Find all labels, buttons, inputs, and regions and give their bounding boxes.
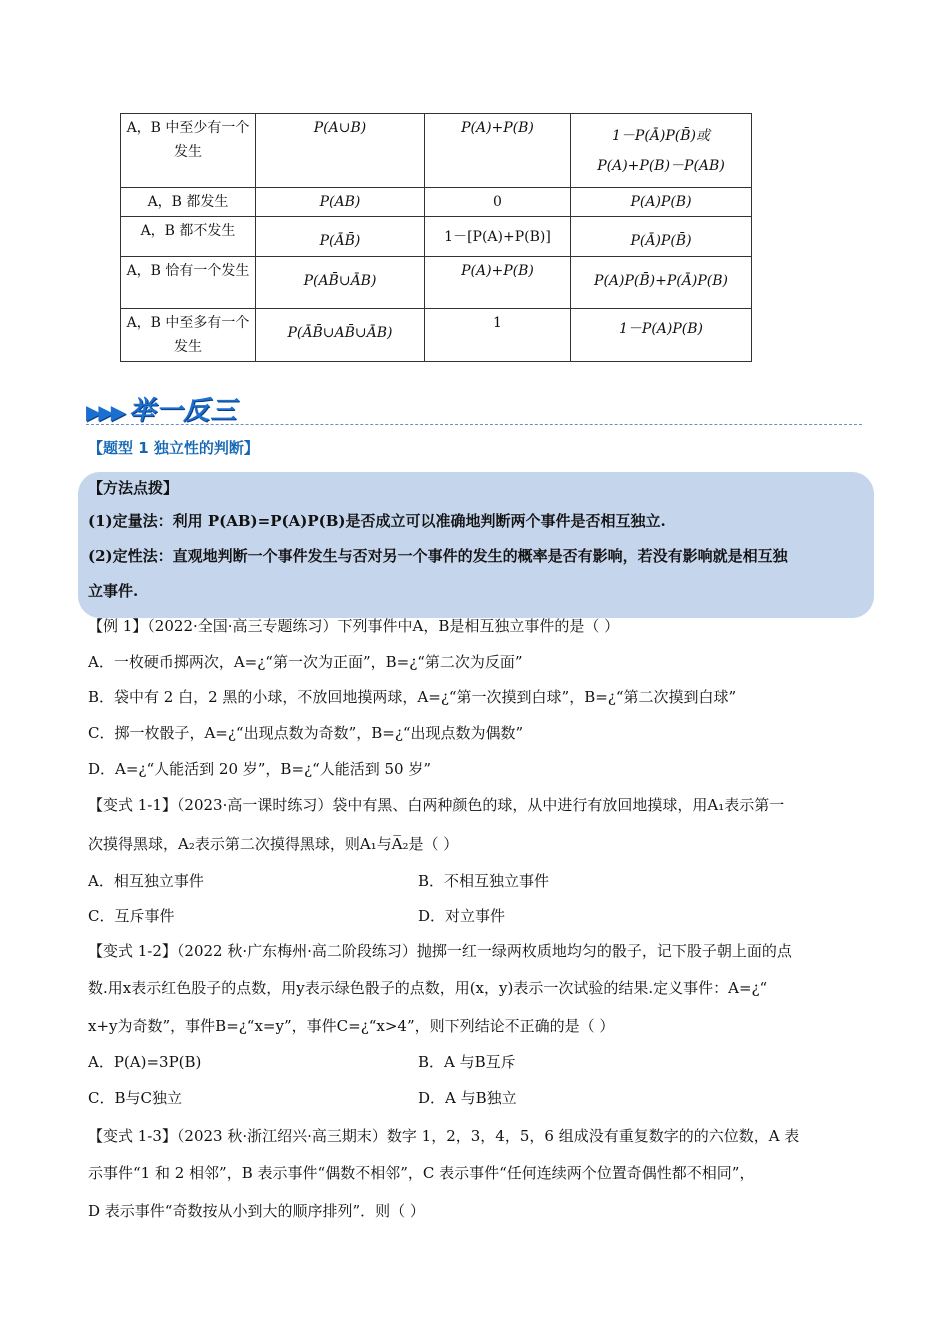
variant-1-3-stem-cont2: D 表示事件“奇数按从小到大的顺序排列”．则（ ）	[88, 1202, 425, 1220]
table-cell: P(AB̄∪ĀB)	[256, 257, 425, 309]
variant-1-2-option-b: B．A 与B互斥	[418, 1053, 516, 1071]
variant-1-2-option-c: C．B与C独立	[88, 1089, 182, 1107]
table-row	[121, 188, 752, 217]
example-1-option-a: A．一枚硬币掷两次，A=¿“第一次为正面”，B=¿“第二次为反面”	[88, 653, 523, 671]
variant-1-2-stem: 【变式 1-2】（2022 秋·广东梅州·高二阶段练习）抛掷一红一绿两枚质地均匀的骰子，记下股子朝上面的点	[88, 942, 792, 960]
method-point-2: (2)定性法：直观地判断一个事件发生与否对另一个事件的发生的概率是否有影响，若没有影响就是相互独	[88, 547, 788, 565]
table-cell: A，B 中至多有一个发生	[121, 309, 256, 362]
table-cell: 1－[P(A)+P(B)]	[425, 217, 571, 257]
table-cell: P(A)+P(B)	[425, 257, 571, 309]
table-cell: 1－P(A)P(B)	[571, 309, 752, 362]
variant-1-1-stem: 【变式 1-1】（2023·高一课时练习）袋中有黑、白两种颜色的球，从中进行有放回地摸球，用A₁表示第一	[88, 796, 785, 814]
variant-1-3-stem: 【变式 1-3】（2023 秋·浙江绍兴·高三期末）数字 1，2，3，4，5，6 组成没有重复数字的的六位数，A 表	[88, 1127, 800, 1145]
variant-1-1-option-b: B．不相互独立事件	[418, 872, 550, 890]
divider	[86, 424, 862, 425]
example-1-option-d: D．A=¿“人能活到 20 岁”，B=¿“人能活到 50 岁”	[88, 760, 432, 778]
table-cell: A，B 都不发生	[121, 217, 256, 257]
variant-1-3-stem-cont: 示事件“1 和 2 相邻”，B 表示事件“偶数不相邻”，C 表示事件“任何连续两个位置奇偶性都不相同”，	[88, 1164, 755, 1182]
variant-1-2-stem-cont: 数.用x表示红色股子的点数，用y表示绿色骰子的点数，用(x，y)表示一次试验的结果.定义事件：A=¿“	[88, 979, 768, 997]
table-row	[121, 309, 752, 362]
section-banner	[86, 390, 237, 427]
variant-1-2-stem-cont2: x+y为奇数”，事件B=¿“x=y”，事件C=¿“x>4”，则下列结论不正确的是（ ）	[88, 1017, 615, 1035]
triple-arrow-icon: ▶▶▶	[86, 400, 124, 424]
table-cell: P(A)P(B̄)+P(Ā)P(B)	[571, 257, 752, 309]
table-row	[121, 217, 752, 257]
table-cell: 1	[425, 309, 571, 362]
variant-1-2-option-d: D．A 与B独立	[418, 1089, 517, 1107]
table-cell: P(A∪B)	[256, 114, 425, 188]
table-cell: A，B 中至少有一个发生	[121, 114, 256, 188]
table-cell: P(AB)	[256, 188, 425, 217]
variant-1-1-stem-cont: 次摸得黑球，A₂表示第二次摸得黑球，则A₁与A̅₂是（ ）	[88, 835, 459, 853]
method-point-2-cont: 立事件.	[88, 582, 139, 600]
table-cell: P(ĀB̄)	[256, 217, 425, 257]
table-cell: P(ĀB̄∪AB̄∪ĀB)	[256, 309, 425, 362]
table-row	[121, 257, 752, 309]
cell-line: 1－P(Ā)P(B̄)或	[612, 128, 710, 144]
table-cell: P(A)P(B)	[571, 188, 752, 217]
probability-table	[120, 113, 752, 362]
example-1-option-b: B．袋中有 2 白，2 黑的小球，不放回地摸两球，A=¿“第一次摸到白球”，B=¿“第二次摸到白球”	[88, 688, 737, 706]
table-cell: A，B 都发生	[121, 188, 256, 217]
variant-1-1-option-c: C．互斥事件	[88, 907, 175, 925]
example-1-stem: 【例 1】（2022·全国·高三专题练习）下列事件中A，B是相互独立事件的是（ ）	[88, 617, 620, 635]
table-cell: A，B 恰有一个发生	[121, 257, 256, 309]
table-cell	[571, 114, 752, 188]
cell-line: P(A)+P(B)－P(AB)	[597, 158, 725, 174]
section-title: 【题型 1 独立性的判断】	[88, 439, 259, 457]
table-row	[121, 114, 752, 188]
example-1-option-c: C．掷一枚骰子，A=¿“出现点数为奇数”，B=¿“出现点数为偶数”	[88, 724, 524, 742]
variant-1-2-option-a: A．P(A)=3P(B)	[88, 1053, 202, 1071]
table-cell: P(Ā)P(B̄)	[571, 217, 752, 257]
method-point-1: (1)定量法：利用 P(AB)=P(A)P(B)是否成立可以准确地判断两个事件是否相互独立.	[88, 512, 666, 530]
table-cell: P(A)+P(B)	[425, 114, 571, 188]
banner-text: 举一反三	[129, 396, 238, 426]
method-title: 【方法点拨】	[88, 479, 179, 497]
variant-1-1-option-a: A．相互独立事件	[88, 872, 204, 890]
variant-1-1-option-d: D．对立事件	[418, 907, 506, 925]
table-cell: 0	[425, 188, 571, 217]
